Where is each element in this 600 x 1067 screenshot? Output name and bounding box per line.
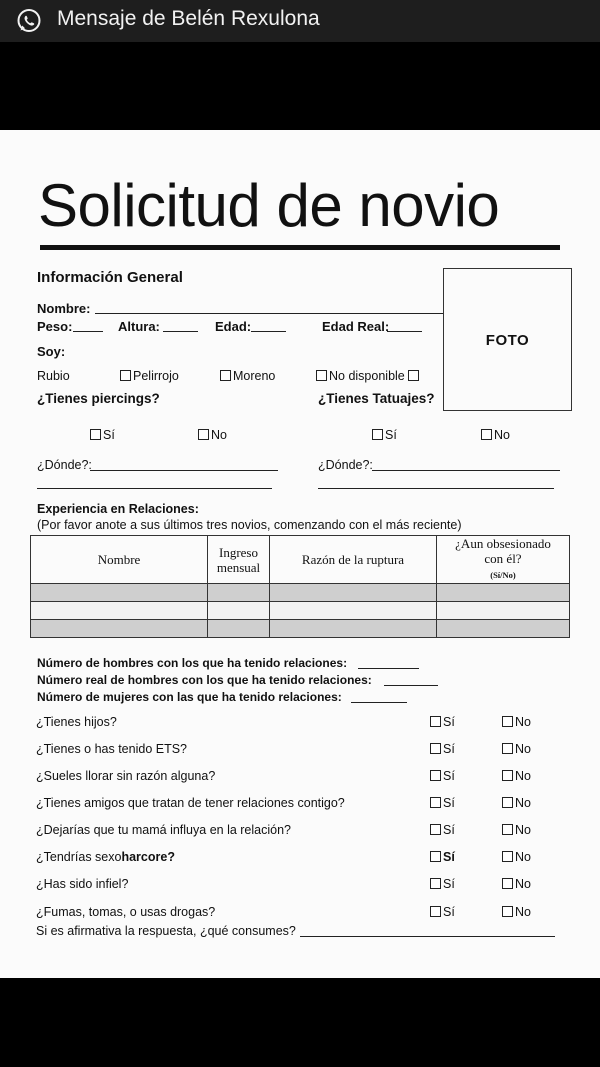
question-amigos: ¿Tienes amigos que tratan de tener relaciones contigo? <box>36 796 345 810</box>
col-razon: Razón de la ruptura <box>270 536 437 584</box>
edad-real-line[interactable] <box>387 331 422 332</box>
peso-line[interactable] <box>73 331 103 332</box>
notification-title: Mensaje de Belén Rexulona <box>57 7 320 30</box>
edad-real-label: Edad Real: <box>322 319 390 334</box>
checkbox-no-disponible[interactable] <box>316 370 327 381</box>
soy-label: Soy: <box>37 344 66 359</box>
checkbox-piercings-si[interactable] <box>90 429 101 440</box>
count-mujeres-line[interactable] <box>351 702 407 703</box>
altura-label: Altura: <box>118 319 160 334</box>
piercings-donde-line[interactable] <box>90 470 278 471</box>
checkbox-si[interactable] <box>430 797 441 808</box>
checkbox-no[interactable] <box>502 878 513 889</box>
answer-si[interactable]: Sí <box>430 905 455 919</box>
checkbox-pelirrojo[interactable] <box>120 370 131 381</box>
form-title: Solicitud de novio <box>38 172 500 239</box>
table-row[interactable] <box>31 620 570 638</box>
option-pelirrojo[interactable]: Pelirrojo <box>120 369 179 383</box>
edad-line[interactable] <box>251 331 286 332</box>
option-moreno[interactable]: Moreno <box>220 369 275 383</box>
checkbox-piercings-no[interactable] <box>198 429 209 440</box>
col-ingreso: Ingreso mensual <box>208 536 270 584</box>
count-mujeres: Número de mujeres con las que ha tenido relaciones: <box>37 690 342 704</box>
answer-no[interactable]: No <box>502 905 531 919</box>
answer-si[interactable]: Sí <box>430 850 455 864</box>
answer-no[interactable]: No <box>502 850 531 864</box>
consumes-line[interactable] <box>300 936 555 937</box>
answer-no[interactable]: No <box>502 796 531 810</box>
tatuajes-donde-label: ¿Dónde?: <box>318 458 373 472</box>
answer-no[interactable]: No <box>502 742 531 756</box>
question-infiel: ¿Has sido infiel? <box>36 877 129 891</box>
piercings-si[interactable]: Sí <box>90 428 115 442</box>
answer-no[interactable]: No <box>502 769 531 783</box>
altura-line[interactable] <box>163 331 198 332</box>
question-drogas: ¿Fumas, tomas, o usas drogas? <box>36 905 216 919</box>
answer-si[interactable]: Sí <box>430 715 455 729</box>
piercings-question: ¿Tienes piercings? <box>37 391 160 406</box>
title-underline <box>40 245 560 250</box>
tatuajes-no[interactable]: No <box>481 428 510 442</box>
tatuajes-si[interactable]: Sí <box>372 428 397 442</box>
relations-subheading: (Por favor anote a sus últimos tres novios, comenzando con el más reciente) <box>37 518 462 532</box>
count-hombres-real-line[interactable] <box>384 685 438 686</box>
tatuajes-donde-line-2[interactable] <box>318 488 554 489</box>
col-obsesionado: ¿Aun obsesionado con él? (Sí/No) <box>437 536 570 584</box>
notification-bar[interactable] <box>0 0 600 42</box>
answer-no[interactable]: No <box>502 823 531 837</box>
question-mama: ¿Dejarías que tu mamá influya en la relación? <box>36 823 291 837</box>
question-llorar: ¿Sueles llorar sin razón alguna? <box>36 769 216 783</box>
checkbox-si[interactable] <box>430 906 441 917</box>
checkbox-si[interactable] <box>430 878 441 889</box>
photo-label: FOTO <box>485 332 530 349</box>
answer-no[interactable]: No <box>502 877 531 891</box>
checkbox-si[interactable] <box>430 743 441 754</box>
answer-si[interactable]: Sí <box>430 796 455 810</box>
answer-no[interactable]: No <box>502 715 531 729</box>
question-hijos: ¿Tienes hijos? <box>36 715 117 729</box>
black-band-bottom <box>0 978 600 1067</box>
relations-heading: Experiencia en Relaciones: <box>37 502 199 516</box>
checkbox-no[interactable] <box>502 770 513 781</box>
count-hombres: Número de hombres con los que ha tenido relaciones: <box>37 656 348 670</box>
checkbox-extra[interactable] <box>408 370 419 381</box>
checkbox-no[interactable] <box>502 906 513 917</box>
answer-si[interactable]: Sí <box>430 769 455 783</box>
option-no-disponible[interactable]: No disponible <box>316 369 421 383</box>
consumes-label: Si es afirmativa la respuesta, ¿qué consumes? <box>36 924 296 938</box>
whatsapp-icon <box>16 8 42 34</box>
table-row[interactable] <box>31 584 570 602</box>
checkbox-no[interactable] <box>502 851 513 862</box>
nombre-line[interactable] <box>95 313 443 314</box>
checkbox-si[interactable] <box>430 824 441 835</box>
col-nombre: Nombre <box>31 536 208 584</box>
answer-si[interactable]: Sí <box>430 877 455 891</box>
piercings-donde-label: ¿Dónde?: <box>37 458 92 472</box>
photo-box[interactable] <box>443 268 572 411</box>
question-ets: ¿Tienes o has tenido ETS? <box>36 742 188 756</box>
checkbox-si[interactable] <box>430 716 441 727</box>
form-document <box>0 130 600 978</box>
checkbox-tatuajes-si[interactable] <box>372 429 383 440</box>
answer-si[interactable]: Sí <box>430 742 455 756</box>
black-band-top <box>0 42 600 130</box>
edad-label: Edad: <box>215 319 252 334</box>
checkbox-no[interactable] <box>502 824 513 835</box>
option-rubio[interactable]: Rubio <box>37 369 70 383</box>
nombre-label: Nombre: <box>37 301 91 316</box>
checkbox-no[interactable] <box>502 797 513 808</box>
piercings-no[interactable]: No <box>198 428 227 442</box>
count-hombres-line[interactable] <box>358 668 419 669</box>
checkbox-no[interactable] <box>502 743 513 754</box>
checkbox-no[interactable] <box>502 716 513 727</box>
checkbox-si[interactable] <box>430 851 441 862</box>
tatuajes-donde-line[interactable] <box>372 470 560 471</box>
tatuajes-question: ¿Tienes Tatuajes? <box>318 391 435 406</box>
piercings-donde-line-2[interactable] <box>37 488 272 489</box>
table-row[interactable] <box>31 602 570 620</box>
general-heading: Información General <box>37 269 183 286</box>
checkbox-tatuajes-no[interactable] <box>481 429 492 440</box>
checkbox-moreno[interactable] <box>220 370 231 381</box>
count-hombres-real: Número real de hombres con los que ha tenido relaciones: <box>37 673 372 687</box>
question-sexo: ¿Tendrías sexoharcore? <box>36 850 175 864</box>
peso-label: Peso: <box>37 319 73 334</box>
checkbox-si[interactable] <box>430 770 441 781</box>
relations-table <box>30 535 570 638</box>
answer-si[interactable]: Sí <box>430 823 455 837</box>
